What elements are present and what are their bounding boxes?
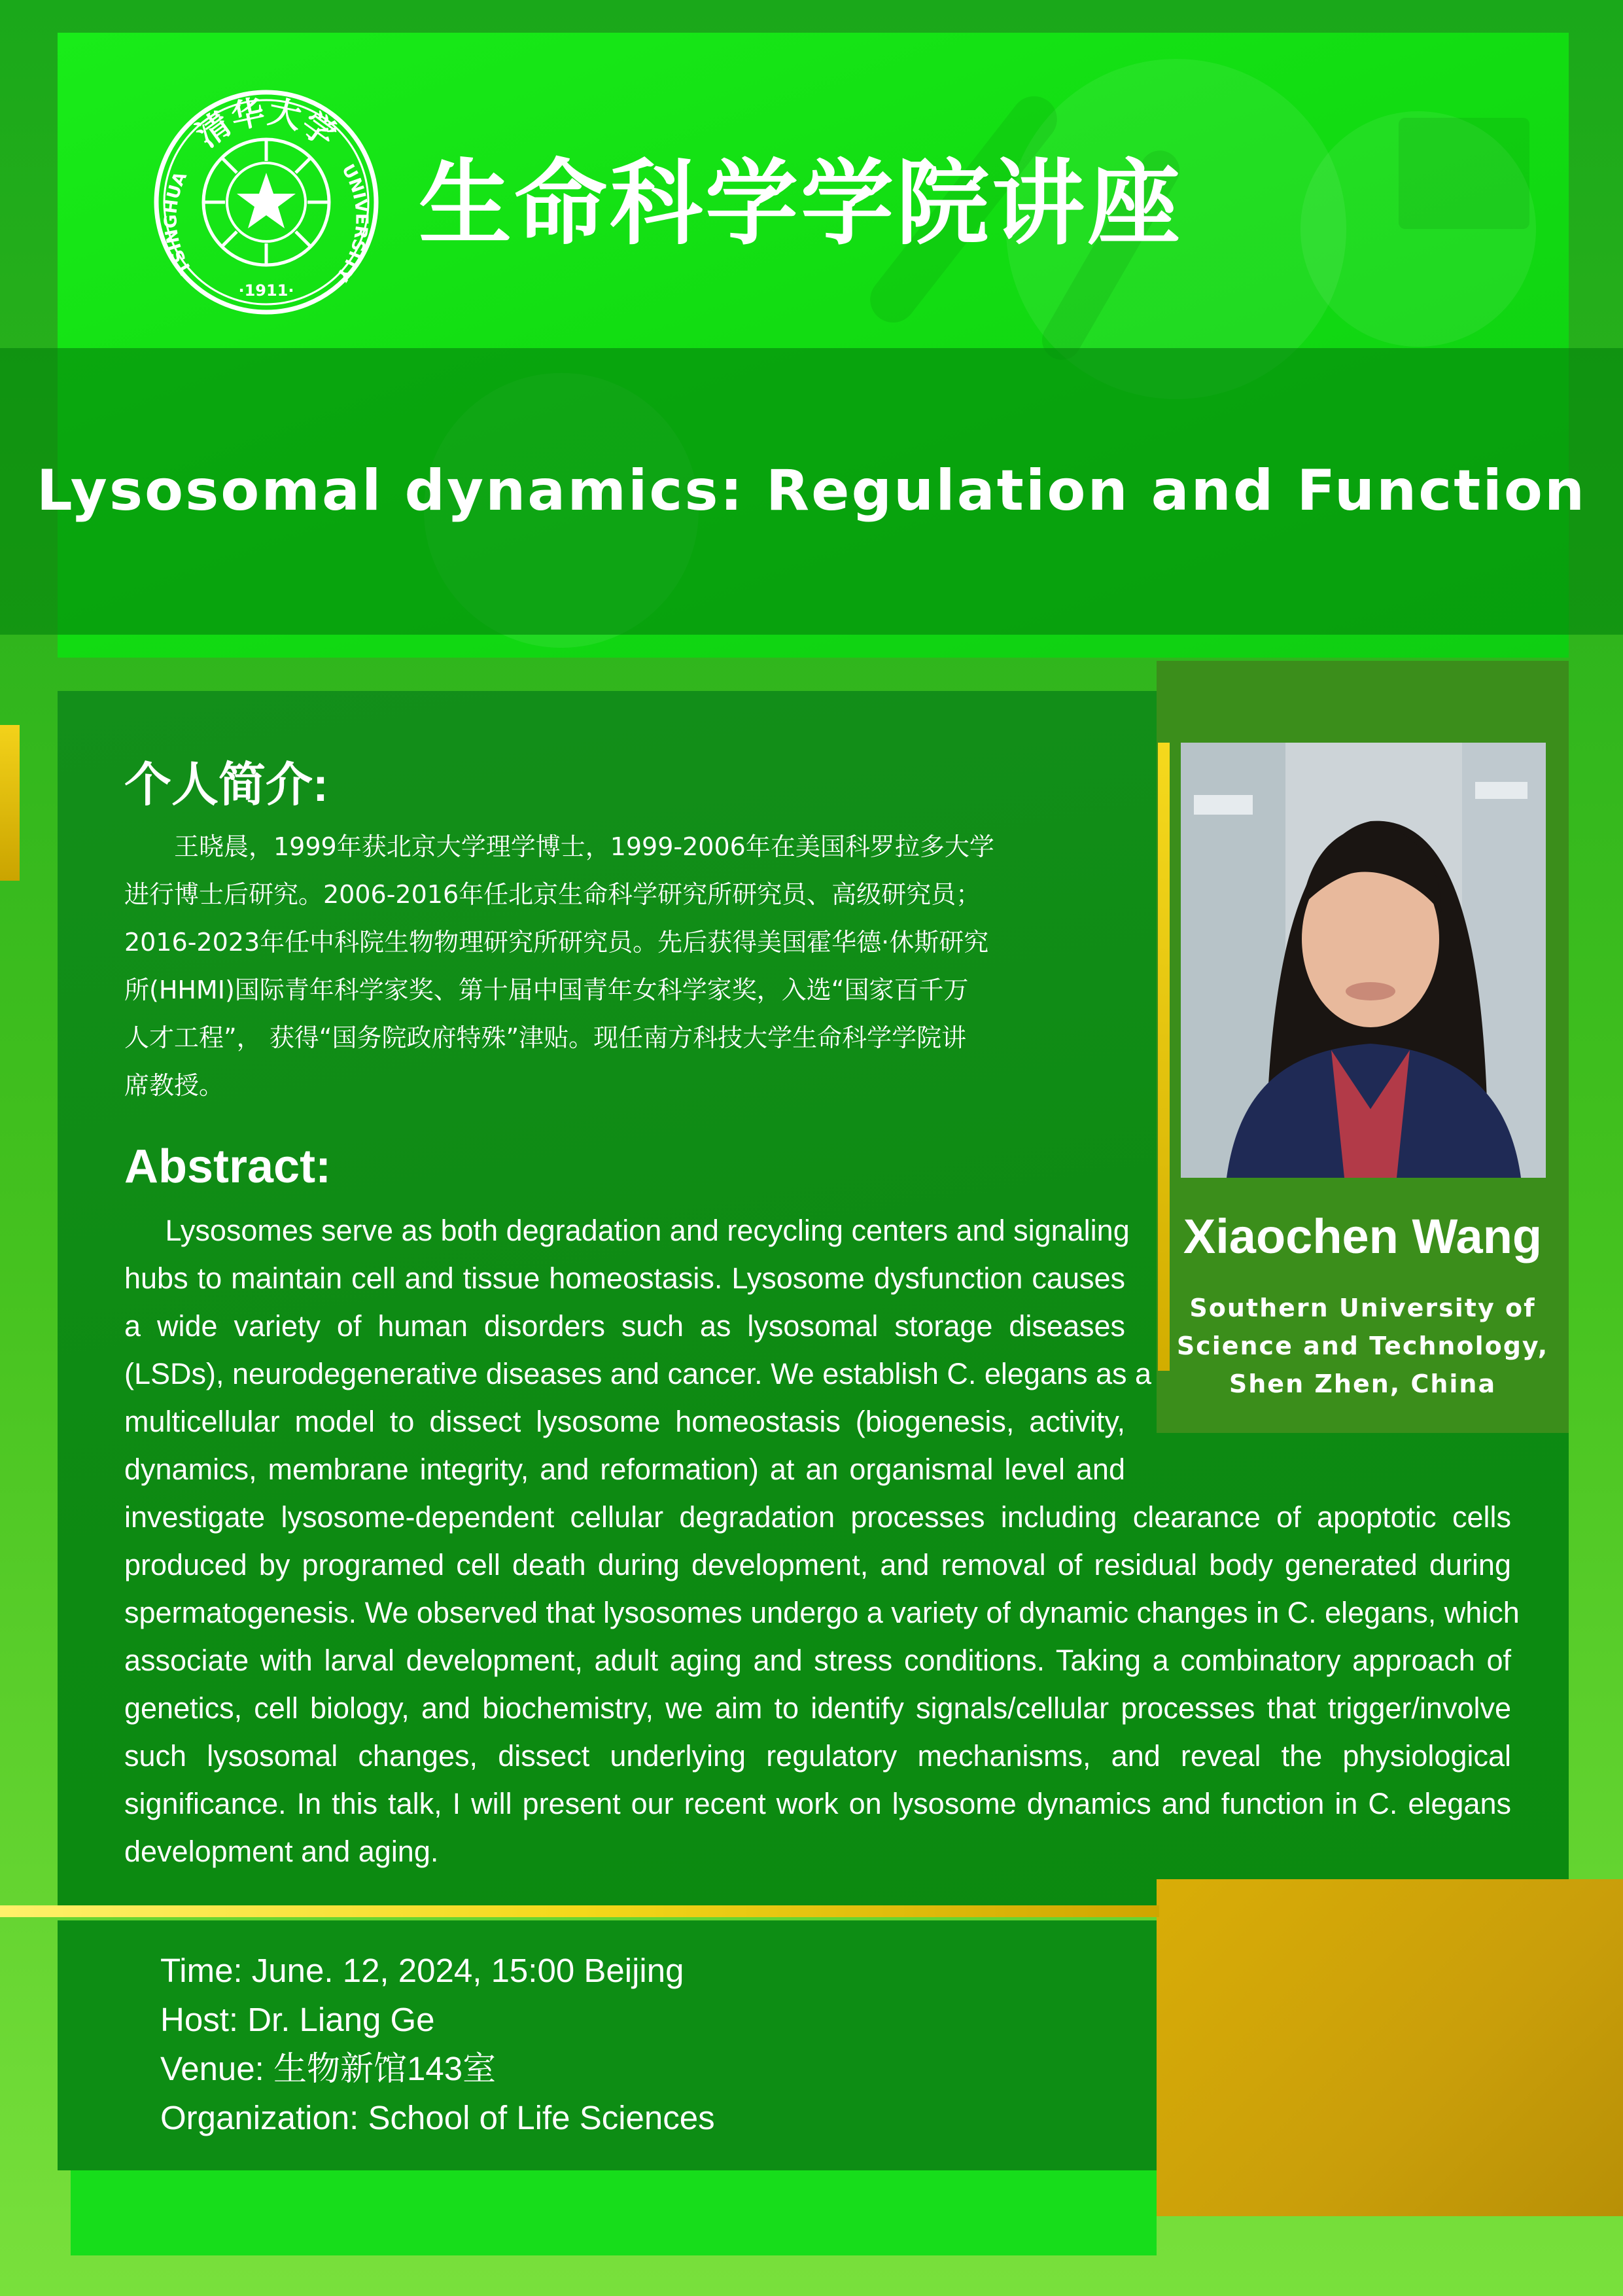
bio-line: 所(HHMI)国际青年科学家奖、第十届中国青年女科学家奖，入选“国家百千万 xyxy=(124,976,969,1004)
abstract-line: Lysosomes serve as both degradation and recycling centers and signaling xyxy=(124,1214,1130,1247)
abstract-line: genetics, cell biology, and biochemistry, we aim to identify signals/cellular processes that trigger/involve xyxy=(124,1691,1511,1725)
affiliation-line: Southern University of xyxy=(1189,1294,1536,1322)
abstract-line: hubs to maintain cell and tissue homeostasis. Lysosome dysfunction causes xyxy=(124,1262,1125,1295)
seal-right-text: UNIVERSITY xyxy=(332,161,372,285)
event-info-strip xyxy=(71,2170,1157,2255)
photo-gold-accent xyxy=(1158,743,1170,1371)
talk-title: Lysosomal dynamics: Regulation and Function xyxy=(36,458,1587,523)
bio-heading: 个人简介: xyxy=(124,759,328,811)
abstract-line: development and aging. xyxy=(124,1835,439,1868)
abstract-line: a wide variety of human disorders such as lysosomal storage diseases xyxy=(124,1309,1125,1343)
abstract-heading: Abstract: xyxy=(124,1140,332,1193)
left-gold-accent xyxy=(0,725,20,881)
event-host: Host: Dr. Liang Ge xyxy=(160,2001,435,2038)
abstract-line: (LSDs), neurodegenerative diseases and cancer. We establish C. elegans as a xyxy=(124,1357,1152,1390)
abstract-line: significance. In this talk, I will present our recent work on lysosome dynamics and function in C. elegans xyxy=(124,1787,1511,1820)
tsinghua-seal-logo xyxy=(152,88,381,317)
bio-line: 2016-2023年任中科院生物物理研究所研究员。先后获得美国霍华德·休斯研究 xyxy=(124,928,989,957)
seal-top-text: 清华大学 xyxy=(189,92,343,155)
event-venue: Venue: 生物新馆143室 xyxy=(160,2050,497,2087)
gold-divider-line xyxy=(0,1905,1159,1917)
abstract-line: investigate lysosome-dependent cellular degradation processes including clearance of apoptotic cells xyxy=(124,1500,1511,1534)
bio-line: 人才工程”， 获得“国务院政府特殊”津贴。现任南方科技大学生命科学学院讲 xyxy=(124,1023,967,1052)
seal-left-text: TSINGHUA xyxy=(161,169,196,277)
abstract-line: spermatogenesis. We observed that lysosomes undergo a variety of dynamic changes in C. elegans, which xyxy=(124,1596,1520,1629)
gold-block-decoration xyxy=(1157,1879,1623,2216)
school-title: 生命科学学院讲座 xyxy=(419,150,1183,258)
event-organization: Organization: School of Life Sciences xyxy=(160,2099,715,2136)
affiliation-line: Science and Technology, xyxy=(1176,1332,1549,1360)
bio-line: 席教授。 xyxy=(124,1071,224,1100)
abstract-line: multicellular model to dissect lysosome homeostasis (biogenesis, activity, xyxy=(124,1405,1125,1438)
speaker-photo xyxy=(1181,743,1546,1178)
abstract-line: produced by programed cell death during development, and removal of residual body generated during xyxy=(124,1548,1511,1581)
event-time: Time: June. 12, 2024, 15:00 Beijing xyxy=(160,1952,684,1989)
seal-year: ·1911· xyxy=(238,281,294,300)
affiliation-line: Shen Zhen, China xyxy=(1229,1369,1497,1398)
speaker-affiliation xyxy=(1157,1289,1569,1403)
speaker-name: Xiaochen Wang xyxy=(1183,1209,1543,1263)
abstract-line: associate with larval development, adult aging and stress conditions. Taking a combinatory approach of xyxy=(124,1644,1511,1677)
abstract-line: dynamics, membrane integrity, and reformation) at an organismal level and xyxy=(124,1453,1125,1486)
bio-line: 进行博士后研究。2006-2016年任北京生命科学研究所研究员、高级研究员； xyxy=(124,880,981,909)
bio-line: 王晓晨，1999年获北京大学理学博士，1999-2006年在美国科罗拉多大学 xyxy=(124,832,994,861)
abstract-line: such lysosomal changes, dissect underlying regulatory mechanisms, and reveal the physiological xyxy=(124,1739,1511,1773)
